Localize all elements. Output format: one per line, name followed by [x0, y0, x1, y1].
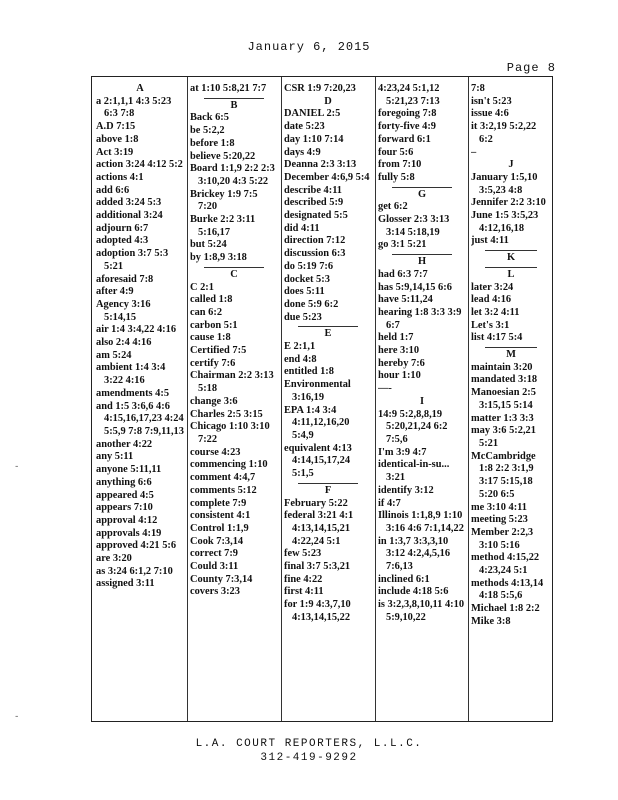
index-entry: isn't 5:23 [471, 95, 512, 107]
index-entry: did 4:11 [284, 222, 320, 234]
index-entry: date 5:23 [284, 121, 325, 133]
column-divider [468, 77, 469, 721]
section-letter-text: F [324, 484, 332, 496]
index-entry: Manoesian 2:5 3:15,15 5:14 [471, 387, 536, 411]
index-entry: cause 1:8 [190, 332, 231, 344]
margin-mark: - [14, 712, 20, 722]
index-entry: held 1:7 [378, 332, 414, 344]
index-entry: add 6:6 [96, 184, 130, 196]
index-entry: believe 5:20,22 [190, 150, 256, 162]
section-letter-text: D [324, 95, 332, 107]
index-entry: commencing 1:10 [190, 459, 268, 471]
index-entry: Mike 3:8 [471, 615, 511, 627]
index-entry: Certified 7:5 [190, 345, 247, 357]
index-entry: hereby 7:6 [378, 357, 425, 369]
index-entry: method 4:15,22 4:23,24 5:1 [471, 552, 540, 577]
index-entry: Deanna 2:3 3:13 [284, 159, 357, 171]
index-entry: later 3:24 [471, 281, 514, 293]
index-entry: Control 1:1,9 [190, 522, 249, 534]
section-letter-text: J [508, 159, 514, 171]
section-letter-text: E [324, 328, 332, 340]
index-entry: comment 4:4,7 [190, 472, 256, 484]
index-entry: can 6:2 [190, 306, 223, 318]
section-rule [392, 254, 452, 255]
index-entry: done 5:9 6:2 [284, 298, 339, 310]
section-rule [298, 326, 358, 327]
index-entry: for 1:9 4:3,7,10 4:13,14,15,22 [284, 599, 351, 623]
index-entry: consistent 4:1 [190, 510, 251, 522]
index-entry: fully 5:8 [378, 171, 415, 183]
index-entry: as 3:24 6:1,2 7:10 [96, 565, 173, 577]
section-letter-text: L [507, 268, 515, 280]
index-entry: meeting 5:23 [471, 514, 528, 526]
index-entry: after 4:9 [96, 286, 134, 298]
index-entry: lead 4:16 [471, 294, 512, 306]
column-divider [281, 77, 282, 721]
index-entry: called 1:8 [190, 294, 233, 306]
index-entry: any 5:11 [96, 451, 134, 463]
section-rule [485, 347, 537, 348]
index-entry: methods 4:13,14 4:18 5:5,6 [471, 577, 544, 602]
index-entry: January 1:5,10 3:5,23 4:8 [471, 171, 538, 196]
index-column-4 [378, 83, 466, 717]
index-entry: ambient 1:4 3:4 3:22 4:16 [96, 362, 166, 387]
section-rule [485, 267, 537, 268]
index-entry: are 3:20 [96, 553, 132, 565]
index-entry: am 5:24 [96, 349, 132, 361]
index-entry: Illinois 1:1,8,9 1:10 3:16 4:6 7:1,14,22 [378, 510, 464, 534]
index-entry: additional 3:24 [96, 210, 163, 222]
index-entry: do 5:19 7:6 [284, 260, 334, 272]
section-rule [204, 267, 264, 268]
index-entry: DANIEL 2:5 [284, 108, 341, 120]
column-divider [187, 77, 188, 721]
section-letter [284, 328, 372, 341]
index-entry: action 3:24 4:12 5:2 [96, 159, 183, 171]
index-entry: appears 7:10 [96, 502, 153, 514]
index-entry: another 4:22 [96, 438, 153, 450]
index-entry: days 4:9 [284, 146, 321, 158]
column-divider [375, 77, 376, 721]
index-entry: Chairman 2:2 3:13 5:18 [190, 370, 274, 395]
index-entry: air 1:4 3:4,22 4:16 [96, 324, 177, 336]
index-entry: anything 6:6 [96, 476, 152, 488]
index-entry: Burke 2:2 3:11 5:16,17 [190, 214, 256, 238]
index-entry: CSR 1:9 7:20,23 [284, 83, 356, 94]
index-entry: and 1:5 3:6,6 4:6 4:15,16,17,23 4:24 5:5,9 7:8 7:9,11,13 [96, 400, 184, 437]
section-letter [471, 349, 551, 362]
index-entry: aforesaid 7:8 [96, 273, 154, 285]
index-entry: course 4:23 [190, 446, 241, 458]
section-letter [190, 269, 278, 282]
index-entry: approved 4:21 5:6 [96, 540, 177, 552]
index-entry: 14:9 5:2,8,8,19 5:20,21,24 6:2 7:5,6 [378, 408, 448, 445]
index-entry: maintain 3:20 [471, 361, 533, 373]
index-entry: Michael 1:8 2:2 [471, 603, 540, 615]
index-entry: A.D 7:15 [96, 121, 136, 133]
index-entry: 7:8 [471, 83, 485, 94]
index-entry: docket 5:3 [284, 273, 330, 285]
page-number: Page 8 [506, 61, 556, 75]
section-letter [378, 256, 466, 269]
index-entry: at 1:10 5:8,21 7:7 [190, 83, 267, 94]
index-entry: correct 7:9 [190, 548, 238, 560]
section-letter [471, 269, 551, 282]
index-entry: covers 3:23 [190, 586, 240, 598]
index-entry: approval 4:12 [96, 514, 158, 526]
index-entry: let 3:2 4:11 [471, 306, 520, 318]
index-entry: EPA 1:4 3:4 4:11,12,16,20 5:4,9 [284, 404, 350, 441]
index-entry: if 4:7 [378, 497, 401, 509]
section-dash: —- [378, 383, 392, 395]
index-entry: final 3:7 5:3,21 [284, 561, 351, 573]
index-entry: complete 7:9 [190, 497, 247, 509]
section-letter-text: B [230, 99, 238, 111]
section-letter-text: K [506, 252, 516, 264]
index-entry: end 4:8 [284, 353, 317, 365]
index-entry: get 6:2 [378, 201, 408, 213]
index-entry: anyone 5:11,11 [96, 464, 162, 476]
index-entry: change 3:6 [190, 395, 238, 407]
index-entry: it 3:2,19 5:2,22 6:2 [471, 121, 537, 145]
index-column-5 [471, 83, 551, 717]
index-entry: Member 2:2,3 3:10 5:16 [471, 526, 534, 551]
index-entry: 4:23,24 5:1,12 5:21,23 7:13 [378, 83, 440, 107]
index-entry: Environmental 3:16,19 [284, 379, 351, 403]
index-entry: appeared 4:5 [96, 489, 154, 501]
section-dash: – [471, 146, 477, 158]
index-entry: Board 1:1,9 2:2 2:3 3:10,20 4:3 5:22 [190, 163, 275, 187]
index-entry: adopted 4:3 [96, 235, 149, 247]
index-entry: discussion 6:3 [284, 248, 346, 260]
section-letter [96, 83, 184, 96]
index-entry: actions 4:1 [96, 171, 144, 183]
index-entry: had 6:3 7:7 [378, 268, 428, 280]
section-letter-text: I [419, 395, 425, 407]
index-entry: Jennifer 2:2 3:10 [471, 197, 546, 209]
index-entry: above 1:8 [96, 133, 139, 145]
index-frame [91, 76, 553, 722]
section-letter [190, 100, 278, 113]
index-entry: Brickey 1:9 7:5 7:20 [190, 188, 258, 213]
index-entry: equivalent 4:13 4:14,15,17,24 5:1,5 [284, 442, 352, 480]
index-entry: entitled 1:8 [284, 366, 334, 378]
index-entry: Let's 3:1 [471, 319, 510, 331]
index-entry: County 7:3,14 [190, 573, 253, 585]
index-entry: February 5:22 [284, 497, 348, 509]
index-entry: Agency 3:16 5:14,15 [96, 298, 151, 323]
index-entry: added 3:24 5:3 [96, 197, 162, 209]
index-entry: identify 3:12 [378, 484, 434, 496]
index-entry: before 1:8 [190, 137, 235, 149]
section-rule [204, 98, 264, 99]
section-letter [471, 252, 551, 265]
index-entry: four 5:6 [378, 146, 414, 158]
index-entry: from 7:10 [378, 159, 422, 171]
index-entry: have 5:11,24 [378, 294, 433, 306]
section-letter-text: G [417, 188, 427, 200]
index-entry: amendments 4:5 [96, 387, 170, 399]
index-entry: also 2:4 4:16 [96, 337, 152, 349]
index-entry: Could 3:11 [190, 561, 239, 573]
index-entry: Act 3:19 [96, 146, 134, 158]
index-entry: June 1:5 3:5,23 4:12,16,18 [471, 210, 539, 234]
section-rule [392, 187, 452, 188]
index-column-3 [284, 83, 372, 717]
section-letter-text: M [506, 349, 516, 361]
index-entry: hour 1:10 [378, 370, 421, 382]
index-entry: December 4:6,9 5:4 [284, 171, 370, 183]
index-entry: forward 6:1 [378, 133, 431, 145]
index-entry: Charles 2:5 3:15 [190, 408, 263, 420]
footer-phone: 312-419-9292 [260, 752, 358, 764]
index-entry: but 5:24 [190, 239, 227, 251]
index-entry: due 5:23 [284, 311, 322, 323]
index-entry: federal 3:21 4:1 4:13,14,15,21 4:22,24 5:1 [284, 510, 354, 547]
index-entry: mandated 3:18 [471, 374, 538, 386]
index-entry: matter 1:3 3:3 [471, 412, 534, 424]
index-entry: adoption 3:7 5:3 5:21 [96, 248, 169, 272]
index-entry: Cook 7:3,14 [190, 535, 244, 547]
index-entry: approvals 4:19 [96, 527, 162, 539]
index-entry: E 2:1,1 [284, 341, 316, 353]
margin-mark: - [14, 462, 20, 472]
index-column-2 [190, 83, 278, 717]
index-entry: C 2:1 [190, 281, 214, 293]
section-letter-text: C [230, 268, 238, 280]
section-letter [378, 189, 466, 202]
index-entry: does 5:11 [284, 286, 325, 298]
section-letter [284, 96, 372, 109]
index-entry: adjourn 6:7 [96, 222, 149, 234]
section-letter [378, 396, 466, 409]
index-entry: just 4:11 [471, 235, 509, 247]
index-entry: hearing 1:8 3:3 3:9 6:7 [378, 306, 462, 331]
index-entry: comments 5:12 [190, 484, 257, 496]
index-entry: by 1:8,9 3:18 [190, 252, 247, 264]
index-entry: McCambridge 1:8 2:2 3:1,9 3:17 5:15,18 5:20 6:5 [471, 450, 536, 500]
index-entry: describe 4:11 [284, 184, 343, 196]
index-entry: may 3:6 5:2,21 5:21 [471, 425, 536, 449]
index-entry: be 5:2,2 [190, 125, 225, 137]
index-entry: day 1:10 7:14 [284, 133, 344, 145]
index-entry: has 5:9,14,15 6:6 [378, 281, 452, 293]
header-date: January 6, 2015 [247, 40, 371, 54]
index-entry: in 1:3,7 3:3,3,10 3:12 4:2,4,5,16 7:6,13 [378, 535, 451, 573]
index-entry: first 4:11 [284, 586, 324, 598]
index-entry: Chicago 1:10 3:10 7:22 [190, 421, 270, 445]
section-letter-text: A [136, 83, 144, 94]
index-entry: assigned 3:11 [96, 578, 155, 590]
index-entry: Glosser 2:3 3:13 3:14 5:18,19 [378, 214, 450, 238]
index-entry: go 3:1 5:21 [378, 239, 427, 251]
index-entry: here 3:10 [378, 345, 420, 357]
index-entry: Back 6:5 [190, 112, 229, 124]
section-letter-text: H [417, 256, 427, 268]
index-entry: is 3:2,3,8,10,11 4:10 5:9,10,22 [378, 599, 465, 623]
index-entry: issue 4:6 [471, 108, 509, 120]
footer-company: L.A. COURT REPORTERS, L.L.C. [195, 738, 423, 750]
index-entry: designated 5:5 [284, 210, 348, 222]
index-entry: fine 4:22 [284, 573, 323, 585]
index-entry: identical-in-su... 3:21 [378, 459, 450, 484]
index-entry: I'm 3:9 4:7 [378, 446, 427, 458]
index-entry: certify 7:6 [190, 357, 236, 369]
section-letter [471, 159, 551, 172]
section-rule [298, 483, 358, 484]
index-entry: me 3:10 4:11 [471, 501, 527, 513]
index-entry: forty-five 4:9 [378, 121, 436, 133]
section-rule [485, 250, 537, 251]
index-entry: described 5:9 [284, 197, 344, 209]
index-entry: carbon 5:1 [190, 319, 238, 331]
index-entry: include 4:18 5:6 [378, 586, 449, 598]
index-entry: direction 7:12 [284, 235, 346, 247]
index-column-1 [96, 83, 184, 717]
index-entry: list 4:17 5:4 [471, 332, 523, 344]
index-entry: a 2:1,1,1 4:3 5:23 6:3 7:8 [96, 95, 172, 120]
index-entry: foregoing 7:8 [378, 108, 437, 120]
index-entry: few 5:23 [284, 548, 322, 560]
section-letter [284, 485, 372, 498]
index-entry: inclined 6:1 [378, 573, 430, 585]
